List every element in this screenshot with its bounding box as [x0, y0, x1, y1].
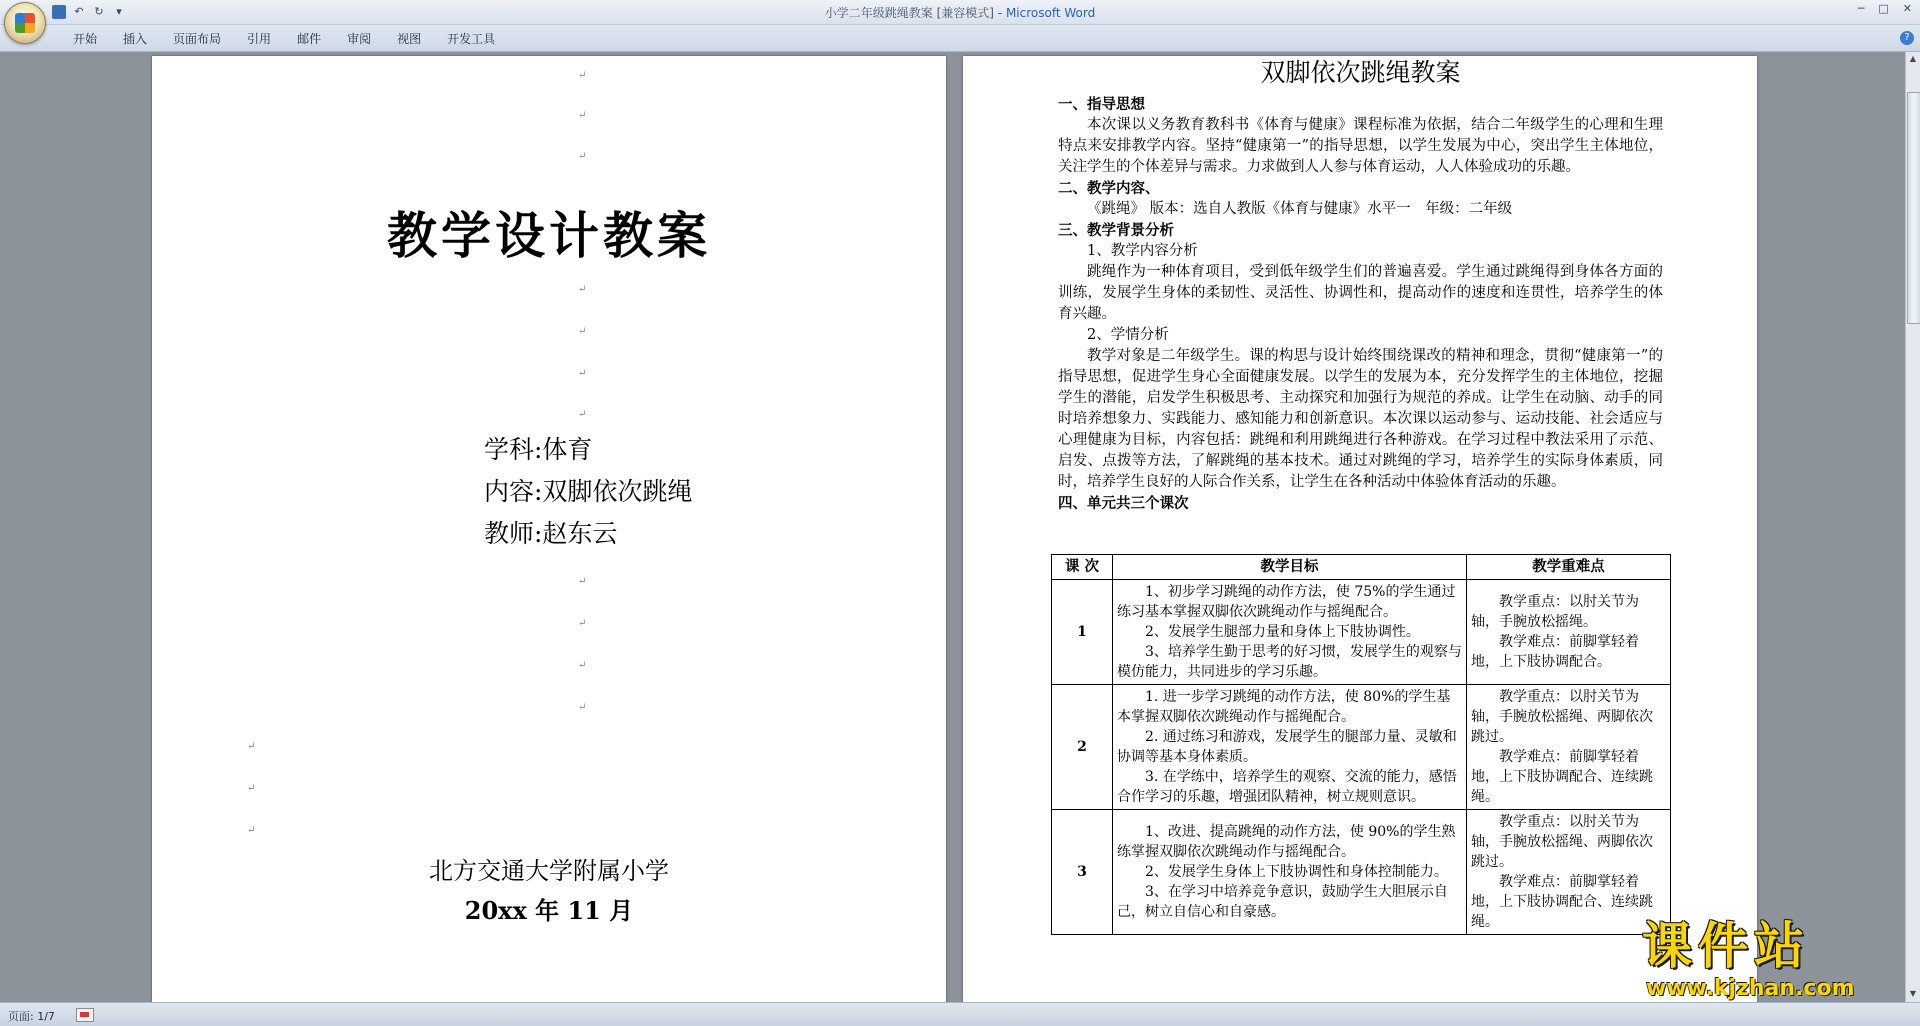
paragraph-mark: ↵ [578, 326, 587, 337]
paragraph-content: 《跳绳》 版本：选自人教版《体育与健康》水平一 年级：二年级 [1087, 201, 1513, 217]
key-point-item: 教学重点：以肘关节为轴，手腕放松摇绳、两脚依次跳过。 [1471, 814, 1653, 870]
paragraph-mark: ↵ [578, 702, 587, 713]
title-bar [0, 0, 1920, 25]
teacher-line: 教师:赵东云 [484, 519, 618, 548]
subheading-student-analysis: 2、学情分析 [1087, 327, 1169, 343]
window-title: 小学二年级跳绳教案 [兼容模式] - Microsoft Word [824, 6, 1096, 20]
paragraph-mark: ↵ [578, 151, 587, 162]
watermark [1642, 918, 1892, 1002]
language-icon[interactable] [76, 1008, 94, 1022]
tab-developer[interactable]: 开发工具 [447, 32, 496, 46]
lesson-plan-body [1058, 58, 1663, 514]
key-point-item: 教学难点：前脚掌轻着地，上下肢协调配合、连续跳绳。 [1471, 749, 1653, 805]
content-line: 内容:双脚依次跳绳 [484, 477, 693, 506]
paragraph-student-analysis: 教学对象是二年级学生。课的构思与设计始终围绕课改的精神和理念，贯彻“健康第一”的指导思想，促进学生身心全面健康发展。以学生的发展为本，充分发挥学生的主体地位，挖掘学生的潜能，启发学生积极思考、主动探究和加强行为规范的养成。让学生在动脑、动手的同时培养想象力、实践能力、感知能力和创新意识。本次课以运动参与、运动技能、社会适应与心理健康为目标，内容包括：跳绳和利用跳绳进行各种游戏。在学习过程中教法采用了示范、启发、点拨等方法，了解跳绳的基本技术。通过对跳绳的学习，培养学生的实际身体素质，同时，培养学生良好的人际合作关系，让学生在各种活动中体验体育活动的乐趣。 [1058, 348, 1663, 490]
status-bar [0, 1002, 1920, 1026]
tab-insert[interactable]: 插入 [123, 32, 148, 46]
document-title: 双脚依次跳绳教案 [1260, 58, 1461, 87]
window-controls [1858, 2, 1912, 15]
ribbon-tabs [0, 25, 1920, 52]
paragraph-mark: ↵ [578, 284, 587, 295]
paragraph-mark: ↵ [578, 368, 587, 379]
key-point-item: 教学重点：以肘关节为轴，手腕放松摇绳、两脚依次跳过。 [1471, 689, 1653, 745]
table-row [1052, 810, 1671, 935]
lesson-number: 3 [1052, 810, 1113, 935]
scroll-down-icon[interactable]: ▼ [1909, 989, 1917, 998]
cover-title: 教学设计教案 [387, 206, 711, 265]
tab-mailings[interactable]: 邮件 [297, 32, 322, 46]
paragraph-guiding-idea: 本次课以义务教育教科书《体育与健康》课程标准为依据，结合二年级学生的心理和生理特点来安排教学内容。坚持“健康第一”的指导思想，以学生发展为中心，突出学生主体地位，关注学生的个体差异与需求。力求做到人人参与体育运动，人人体验成功的乐趣。 [1058, 117, 1663, 175]
app-name: Microsoft Word [1005, 6, 1096, 20]
paragraph-mark: ↵ [578, 660, 587, 671]
goal-item: 3. 在学练中，培养学生的观察、交流的能力，感悟合作学习的乐趣，增强团队精神，树立规则意识。 [1117, 769, 1457, 805]
lesson-number: 1 [1052, 580, 1113, 685]
redo-icon[interactable]: ↻ [94, 5, 104, 18]
goal-item: 1、改进、提高跳绳的动作方法，使 90%的学生熟练掌握双脚依次跳绳动作与摇绳配合。 [1117, 824, 1456, 860]
paragraph-mark: ↵ [578, 576, 587, 587]
office-button[interactable] [4, 2, 46, 44]
undo-icon[interactable]: ↶ [74, 5, 84, 18]
heading-background: 三、教学背景分析 [1058, 222, 1174, 239]
heading-content: 二、教学内容、 [1058, 180, 1160, 197]
document-area [0, 52, 1906, 1002]
lesson-key-points [1467, 810, 1671, 935]
key-point-item: 教学难点：前脚掌轻着地，上下肢协调配合、连续跳绳。 [1471, 874, 1653, 930]
lessons-table [1051, 554, 1671, 935]
page-cover[interactable] [152, 56, 946, 1002]
minimize-icon[interactable]: ─ [1857, 2, 1865, 15]
header-goals: 教学目标 [1113, 555, 1467, 580]
header-lesson: 课 次 [1052, 555, 1113, 580]
vertical-scrollbar[interactable] [1905, 52, 1920, 1002]
heading-guiding-idea: 一、指导思想 [1058, 96, 1145, 113]
goal-item: 1. 进一步学习跳绳的动作方法，使 80%的学生基本掌握双脚依次跳绳动作与摇绳配合。 [1117, 689, 1451, 725]
goal-item: 3、在学习中培养竞争意识，鼓励学生大胆展示自己，树立自信心和自豪感。 [1117, 884, 1448, 920]
goal-item: 1、初步学习跳绳的动作方法，使 75%的学生通过练习基本掌握双脚依次跳绳动作与摇绳配合。 [1117, 584, 1456, 620]
key-point-item: 教学重点：以肘关节为轴，手腕放松摇绳。 [1471, 594, 1639, 630]
header-key-points: 教学重难点 [1467, 555, 1671, 580]
paragraph-mark: ↵ [578, 409, 587, 420]
watermark-url: www.kjzhan.com [1646, 976, 1855, 1001]
lesson-goals [1113, 580, 1467, 685]
lesson-goals [1113, 810, 1467, 935]
watermark-title: 课件站 [1642, 917, 1810, 975]
tab-references[interactable]: 引用 [247, 32, 272, 46]
school-name: 北方交通大学附属小学 [429, 857, 669, 885]
tab-home[interactable]: 开始 [73, 32, 98, 46]
paragraph-mark: ↵ [247, 825, 256, 836]
page-count[interactable]: 页面: 1/7 [8, 1010, 55, 1023]
qat-dropdown-icon[interactable]: ▾ [116, 5, 122, 18]
subheading-content-analysis: 1、教学内容分析 [1087, 243, 1198, 259]
goal-item: 2、发展学生腿部力量和身体上下肢协调性。 [1145, 624, 1420, 640]
document-name: 小学二年级跳绳教案 [兼容模式] [824, 6, 994, 20]
table-row [1052, 685, 1671, 810]
paragraph-mark: ↵ [578, 110, 587, 121]
scroll-up-icon[interactable]: ▲ [1909, 54, 1917, 63]
goal-item: 2、发展学生身体上下肢协调性和身体控制能力。 [1145, 864, 1448, 880]
scrollbar-thumb[interactable] [1907, 92, 1920, 324]
key-point-item: 教学难点：前脚掌轻着地，上下肢协调配合。 [1471, 634, 1639, 670]
office-logo-icon [15, 13, 35, 33]
lesson-key-points [1467, 685, 1671, 810]
table-row [1052, 580, 1671, 685]
paragraph-mark: ↵ [247, 783, 256, 794]
tab-page-layout[interactable]: 页面布局 [173, 32, 222, 46]
tab-review[interactable]: 审阅 [347, 32, 372, 46]
paragraph-mark: ↵ [247, 741, 256, 752]
tab-view[interactable]: 视图 [397, 32, 422, 46]
page-lesson-plan[interactable] [963, 56, 1757, 1002]
lesson-key-points [1467, 580, 1671, 685]
close-icon[interactable]: ✕ [1902, 2, 1912, 15]
goal-item: 2. 通过练习和游戏，发展学生的腿部力量、灵敏和协调等基本身体素质。 [1117, 729, 1457, 765]
maximize-icon[interactable]: □ [1878, 2, 1889, 15]
lesson-number: 2 [1052, 685, 1113, 810]
heading-unit-lessons: 四、单元共三个课次 [1058, 495, 1189, 512]
table-header-row [1052, 555, 1671, 580]
subject-line: 学科:体育 [484, 435, 593, 464]
help-icon[interactable]: ? [1900, 31, 1914, 45]
paragraph-mark: ↵ [578, 618, 587, 629]
paragraph-content-analysis: 跳绳作为一种体育项目，受到低年级学生们的普遍喜爱。学生通过跳绳得到身体各方面的训练，发展学生身体的柔韧性、灵活性、协调性和，提高动作的速度和连贯性，培养学生的体育兴趣。 [1058, 264, 1663, 322]
cover-date: 20xx 年 11 月 [464, 896, 634, 925]
paragraph-mark: ↵ [578, 70, 587, 81]
lesson-goals [1113, 685, 1467, 810]
goal-item: 3、培养学生勤于思考的好习惯，发展学生的观察与模仿能力，共同进步的学习乐趣。 [1117, 644, 1462, 680]
